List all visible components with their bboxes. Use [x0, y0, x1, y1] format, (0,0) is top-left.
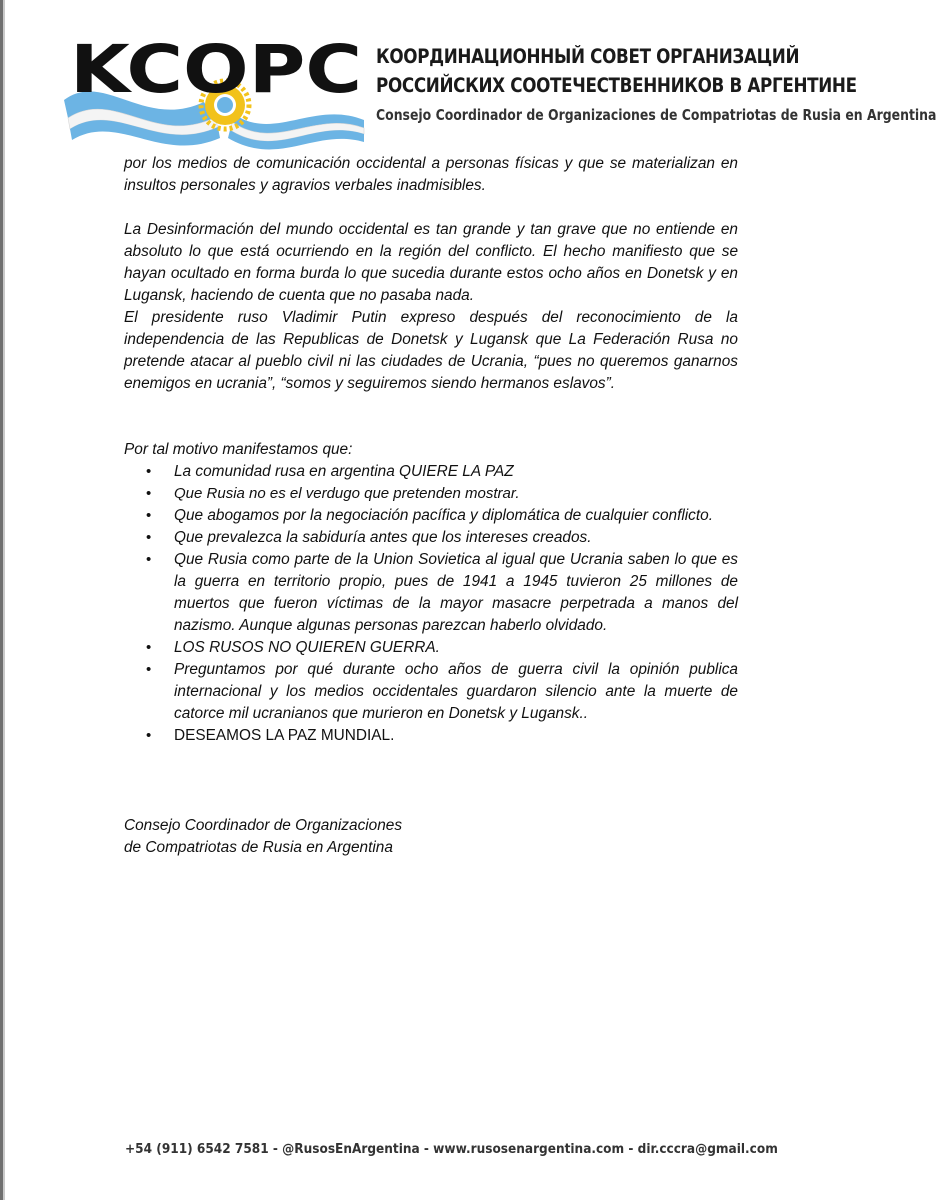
logo-text: KCOPC [70, 31, 362, 108]
list-item: • Que Rusia como parte de la Union Sovietica al igual que Ucrania saben lo que es la guerra en territorio propio, pues de 1941 a 1945 tuvieron 25 millones de muertos que fueron víctimas de la mayor masacre perpetrada a manos del nazismo. Aunque algunas personas parezcan haberlo olvidado. [146, 551, 738, 634]
org-name-russian [376, 42, 857, 100]
bullet-icon: • [146, 485, 152, 502]
list-item: • La comunidad rusa en argentina QUIERE LA PAZ [122, 461, 738, 483]
list-item: • LOS RUSOS NO QUIEREN GUERRA. [122, 637, 738, 659]
paragraph-1: por los medios de comunicación occidental a personas físicas y que se materializan en insultos personales y agravios verbales inadmisibles. [124, 155, 738, 194]
bullet-icon: • [146, 661, 152, 678]
bullet-icon: • [146, 639, 152, 656]
org-name-spanish: Consejo Coordinador de Organizaciones de Compatriotas de Rusia en Argentina [376, 106, 936, 124]
org-name-ru-line2: РОССИЙСКИХ СООТЕЧЕСТВЕННИКОВ В АРГЕНТИНЕ [376, 74, 857, 97]
bullet-icon: • [146, 551, 152, 568]
bullet-icon: • [146, 507, 152, 524]
kcopc-logo [64, 30, 374, 145]
letterhead [64, 30, 936, 145]
signature-line-2: de Compatriotas de Rusia en Argentina [124, 839, 393, 856]
list-item: • Que prevalezca la sabiduría antes que los intereses creados. [122, 527, 738, 549]
bullet-icon: • [146, 727, 152, 744]
list-item: • Que abogamos por la negociación pacífica y diplomática de cualquier conflicto. [122, 505, 738, 527]
signature-block [124, 815, 524, 859]
paragraph-2: La Desinformación del mundo occidental es tan grande y tan grave que no entiende en absoluto lo que está ocurriendo en la región del conflicto. El hecho manifiesto que se hayan ocultado en forma burda lo que sucedia durante estos ocho años en Donetsk y en Lugansk, haciendo de cuenta que no pasaba nada. [124, 221, 738, 304]
signature-line-1: Consejo Coordinador de Organizaciones [124, 817, 403, 834]
list-item: • Preguntamos por qué durante ocho años de guerra civil la opinión publica internacional y los medios occidentales guardaron silencio ante la muerte de catorce mil ucranianos que murieron en Donetsk y Lugansk.. [146, 661, 738, 722]
paragraph-3: El presidente ruso Vladimir Putin expreso después del reconocimiento de la independencia de las Republicas de Donetsk y Lugansk que La Federación Rusa no pretende atacar al pueblo civil ni las ciudades de Ucrania, “pues no queremos ganarnos enemigos en ucrania”, “somos y seguiremos siendo hermanos eslavos”. [124, 309, 738, 392]
bullet-list [124, 461, 738, 747]
footer-contact: +54 (911) 6542 7581 - @RusosEnArgentina - www.rusosenargentina.com - dir.cccra@gmail.com [125, 1142, 778, 1157]
letter-body [124, 153, 738, 747]
intro-line: Por tal motivo manifestamos que: [124, 441, 353, 458]
list-item: • Que Rusia no es el verdugo que pretenden mostrar. [122, 483, 738, 505]
bullet-icon: • [146, 529, 152, 546]
bullet-icon: • [146, 463, 152, 480]
org-name-ru-line1: КООРДИНАЦИОННЫЙ СОВЕТ ОРГАНИЗАЦИЙ [376, 45, 800, 68]
list-item: • DESEAMOS LA PAZ MUNDIAL. [122, 725, 738, 747]
page-left-edge-shadow [3, 0, 5, 1200]
